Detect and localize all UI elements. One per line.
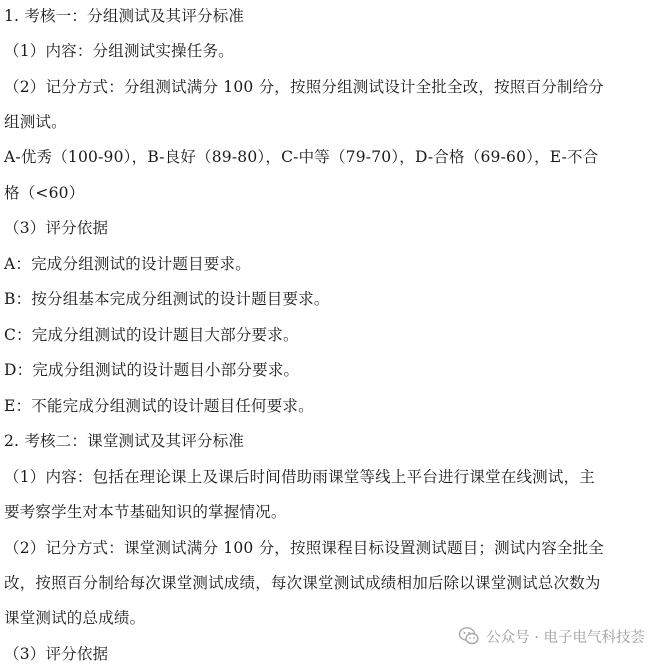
scoring-method-line: （2）记分方式：分组测试满分 100 分，按照分组测试设计全批全改，按照百分制给分: [4, 78, 605, 96]
criteria-d: D：完成分组测试的设计题目小部分要求。: [4, 361, 300, 379]
criteria-c: C：完成分组测试的设计题目大部分要求。: [4, 326, 299, 344]
watermark-text: 公众号 · 电子电气科技荟: [486, 629, 645, 646]
section-heading-2: 2. 考核二：课堂测试及其评分标准: [4, 432, 245, 450]
content-item-cont: 要考察学生对本节基础知识的掌握情况。: [4, 503, 287, 521]
content-item: （1）内容：分组测试实操任务。: [4, 42, 234, 60]
scoring-method-line-cont: 改，按照百分制给每次课堂测试成绩，每次课堂测试成绩相加后除以课堂测试总次数为: [4, 574, 601, 592]
criteria-a: A：完成分组测试的设计题目要求。: [4, 255, 251, 273]
scoring-method-line: （2）记分方式：课堂测试满分 100 分，按照课程目标设置测试题目；测试内容全批全: [4, 539, 605, 557]
watermark: [458, 625, 645, 647]
grade-scale-line: A-优秀（100-90），B-良好（89-80），C-中等（79-70），D-合格（69-60），E-不合: [4, 148, 599, 166]
content-item: （1）内容：包括在理论课上及课后时间借助雨课堂等线上平台进行课堂在线测试，主: [4, 468, 595, 486]
wechat-icon: [458, 625, 480, 647]
criteria-heading: （3）评分依据: [4, 645, 109, 663]
scoring-method-line-cont: 组测试。: [4, 113, 67, 131]
criteria-b: B：按分组基本完成分组测试的设计题目要求。: [4, 290, 330, 308]
grade-scale-line-cont: 格（<60）: [4, 184, 85, 202]
section-heading-1: 1. 考核一：分组测试及其评分标准: [4, 7, 245, 25]
scoring-method-line-cont: 课堂测试的总成绩。: [4, 609, 146, 627]
criteria-heading: （3）评分依据: [4, 219, 109, 237]
criteria-e: E：不能完成分组测试的设计题目任何要求。: [4, 397, 314, 415]
